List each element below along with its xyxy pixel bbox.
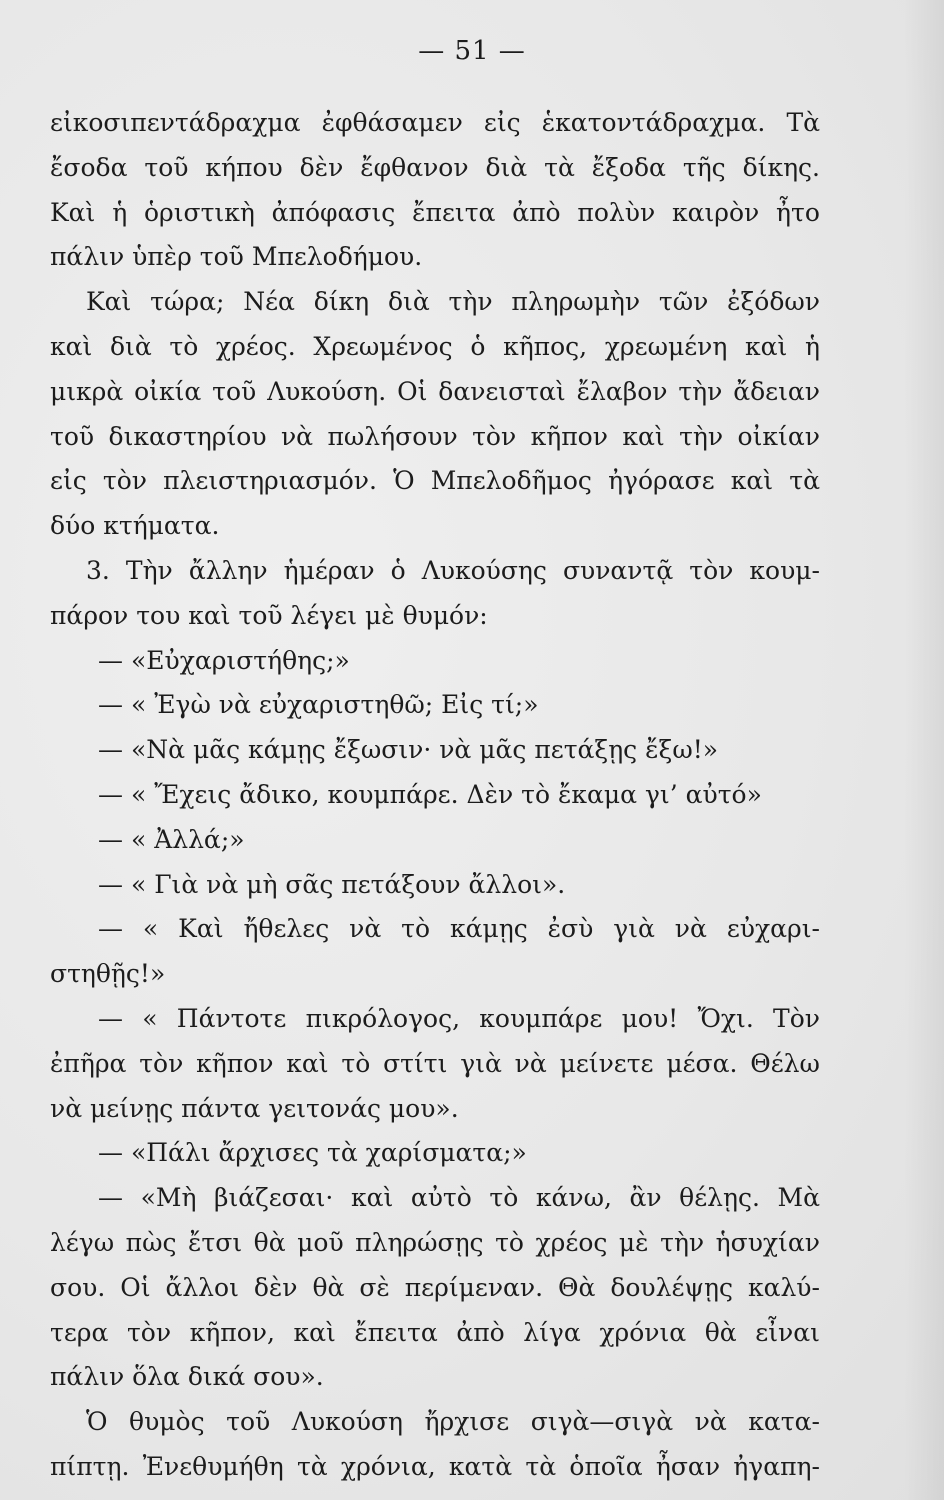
text-line: τοῦ δικαστηρίου νὰ πωλήσουν τὸν κῆπον καὶ τὴν οἰκίαν bbox=[50, 421, 820, 451]
text-line: ἔσοδα τοῦ κήπου δὲν ἔφθανον διὰ τὰ ἔξοδα τῆς δίκης. bbox=[50, 152, 820, 182]
dialogue-line: — « Ἐγὼ νὰ εὐχαριστηθῶ; Εἰς τί;» bbox=[98, 690, 539, 720]
text-line: εἰκοσιπεντάδραχμα ἐφθάσαμεν εἰς ἑκατοντάδραχμα. Τὰ bbox=[50, 108, 820, 137]
body-text bbox=[50, 101, 820, 1490]
text-line: δύο κτήματα. bbox=[50, 511, 220, 541]
text-line: πάλιν ὅλα δικά σου». bbox=[50, 1362, 324, 1392]
dialogue-line: — « Γιὰ νὰ μὴ σᾶς πετάξουν ἄλλοι». bbox=[98, 869, 566, 899]
page-edge-shadow bbox=[904, 0, 944, 1500]
text-line: Καὶ ἡ ὁριστικὴ ἀπόφασις ἔπειτα ἀπὸ πολὺν καιρὸν ἦτο bbox=[50, 197, 820, 227]
page-number: — 51 — bbox=[418, 36, 526, 66]
text-line: εἰς τὸν πλειστηριασμόν. Ὁ Μπελοδῆμος ἠγόρασε καὶ τὰ bbox=[50, 466, 820, 496]
text-line: Καὶ τώρα; Νέα δίκη διὰ τὴν πληρωμὴν τῶν ἐξόδων bbox=[86, 287, 820, 317]
dialogue-line: — «Πάλι ἄρχισες τὰ χαρίσματα;» bbox=[98, 1138, 527, 1168]
text-line: τερα τὸν κῆπον, καὶ ἔπειτα ἀπὸ λίγα χρόνια θὰ εἶναι bbox=[50, 1317, 820, 1347]
dialogue-line: — «Μὴ βιάζεσαι· καὶ αὐτὸ τὸ κάνω, ἂν θέλῃς. Μὰ bbox=[98, 1183, 820, 1213]
text-line: πίπτῃ. Ἐνεθυμήθη τὰ χρόνια, κατὰ τὰ ὁποῖα ἦσαν ἠγαπη- bbox=[50, 1451, 820, 1481]
text-line: μικρὰ οἰκία τοῦ Λυκούση. Οἱ δανεισταὶ ἔλαβον τὴν ἄδειαν bbox=[50, 376, 820, 406]
text-line: 3. Τὴν ἄλλην ἡμέραν ὁ Λυκούσης συναντᾷ τὸν κουμ- bbox=[86, 555, 820, 585]
dialogue-line: — « Ἔχεις ἄδικο, κουμπάρε. Δὲν τὸ ἔκαμα γι’ αὐτό» bbox=[98, 779, 762, 809]
text-line: νὰ μείνῃς πάντα γειτονάς μου». bbox=[50, 1093, 459, 1123]
text-line: καὶ διὰ τὸ χρέος. Χρεωμένος ὁ κῆπος, χρεωμένη καὶ ἡ bbox=[50, 331, 820, 361]
text-line: σου. Οἱ ἄλλοι δὲν θὰ σὲ περίμεναν. Θὰ δουλέψῃς καλύ- bbox=[50, 1272, 820, 1302]
text-line: λέγω πὼς ἔτσι θὰ μοῦ πληρώσῃς τὸ χρέος μὲ τὴν ἡσυχίαν bbox=[50, 1227, 820, 1257]
dialogue-line: — « Καὶ ἤθελες νὰ τὸ κάμῃς ἐσὺ γιὰ νὰ εὐχαρι- bbox=[98, 914, 820, 944]
dialogue-line: — « Ἀλλά;» bbox=[98, 824, 245, 854]
text-line: πάλιν ὑπὲρ τοῦ Μπελοδήμου. bbox=[50, 242, 423, 272]
text-line: Ὁ θυμὸς τοῦ Λυκούση ἤρχισε σιγὰ—σιγὰ νὰ κατα- bbox=[86, 1407, 820, 1437]
dialogue-line: — « Πάντοτε πικρόλογος, κουμπάρε μου! Ὄχι. Τὸν bbox=[98, 1003, 820, 1033]
text-line: πάρον του καὶ τοῦ λέγει μὲ θυμόν: bbox=[50, 600, 488, 630]
dialogue-line: — «Νὰ μᾶς κάμῃς ἔξωσιν· νὰ μᾶς πετάξῃς ἔξω!» bbox=[98, 735, 719, 765]
text-line: στηθῇς!» bbox=[50, 959, 166, 989]
text-line: ἐπῆρα τὸν κῆπον καὶ τὸ στίτι γιὰ νὰ μείνετε μέσα. Θέλω bbox=[50, 1048, 820, 1078]
dialogue-line: — «Εὐχαριστήθης;» bbox=[98, 645, 350, 675]
